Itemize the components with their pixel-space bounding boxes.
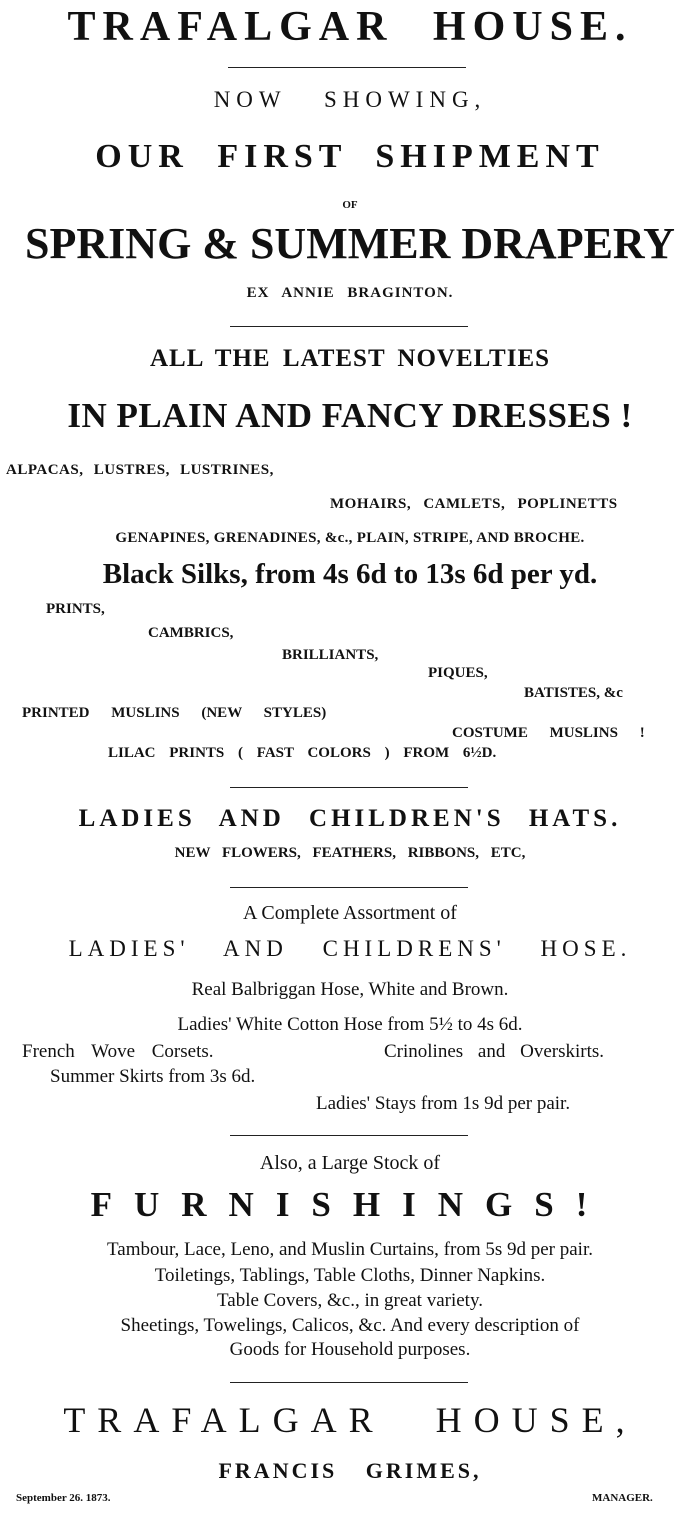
- footer-date: September 26. 1873.: [16, 1492, 111, 1504]
- prints-item: CAMBRICS,: [148, 625, 234, 641]
- manager-role: MANAGER.: [592, 1492, 653, 1504]
- furnishings-heading: FURNISHINGS!: [90, 1185, 610, 1224]
- shipment-heading: OUR FIRST SHIPMENT: [95, 138, 605, 175]
- fabrics-line-3: GENAPINES, GRENADINES, &c., PLAIN, STRIPE, AND BROCHE.: [115, 530, 585, 546]
- divider: [230, 326, 468, 327]
- divider: [228, 67, 466, 68]
- furnishings-line-5: Goods for Household purposes.: [229, 1339, 471, 1360]
- black-silks: Black Silks, from 4s 6d to 13s 6d per yd.: [102, 558, 598, 590]
- white-cotton-hose: Ladies' White Cotton Hose from 5½ to 4s 6d.: [177, 1014, 523, 1035]
- balbriggan-hose: Real Balbriggan Hose, White and Brown.: [191, 979, 509, 1000]
- furnishings-line-2: Toiletings, Tablings, Table Cloths, Dinner Napkins.: [154, 1265, 546, 1286]
- corsets-line: French Wove Corsets.: [22, 1041, 214, 1062]
- costume-muslins: COSTUME MUSLINS !: [452, 725, 645, 741]
- dresses-heading: IN PLAIN AND FANCY DRESSES !: [67, 396, 633, 435]
- summer-skirts: Summer Skirts from 3s 6d.: [50, 1066, 256, 1087]
- printed-muslins: PRINTED MUSLINS (NEW STYLES): [22, 705, 327, 721]
- drapery-heading: SPRING & SUMMER DRAPERY: [25, 219, 675, 268]
- footer-title: TRAFALGAR HOUSE,: [63, 1400, 637, 1440]
- divider: [230, 1135, 468, 1136]
- prints-item: PIQUES,: [428, 665, 488, 681]
- divider: [230, 1382, 468, 1383]
- ladies-stays: Ladies' Stays from 1s 9d per pair.: [316, 1093, 571, 1114]
- manager-name: FRANCIS GRIMES,: [218, 1458, 482, 1483]
- of-label: OF: [342, 199, 358, 211]
- hats-subtitle: NEW FLOWERS, FEATHERS, RIBBONS, ETC,: [174, 845, 526, 861]
- crinolines-line: Crinolines and Overskirts.: [384, 1041, 605, 1062]
- fabrics-line-1: ALPACAS, LUSTRES, LUSTRINES,: [6, 462, 274, 478]
- hats-heading: LADIES AND CHILDREN'S HATS.: [78, 805, 622, 832]
- prints-item: BRILLIANTS,: [282, 647, 379, 663]
- lilac-prints: LILAC PRINTS ( FAST COLORS ) FROM 6½D.: [108, 745, 497, 761]
- ship-name: EX ANNIE BRAGINTON.: [246, 285, 454, 301]
- prints-item: PRINTS,: [46, 601, 105, 617]
- novelties-heading: ALL THE LATEST NOVELTIES: [149, 345, 551, 372]
- prints-item: BATISTES, &c: [524, 685, 623, 701]
- hose-heading: LADIES' AND CHILDRENS' HOSE.: [68, 936, 632, 961]
- now-showing: NOW SHOWING,: [213, 87, 487, 112]
- furnishings-intro: Also, a Large Stock of: [259, 1152, 441, 1174]
- fabrics-line-2: MOHAIRS, CAMLETS, POPLINETTS: [330, 496, 618, 512]
- divider: [230, 787, 468, 788]
- page-title: TRAFALGAR HOUSE.: [67, 4, 633, 50]
- divider: [230, 887, 468, 888]
- furnishings-line-1: Tambour, Lace, Leno, and Muslin Curtains, from 5s 9d per pair.: [107, 1239, 593, 1260]
- furnishings-line-3: Table Covers, &c., in great variety.: [217, 1290, 483, 1311]
- furnishings-line-4: Sheetings, Towelings, Calicos, &c. And every description of: [120, 1315, 580, 1336]
- hose-intro: A Complete Assortment of: [243, 902, 457, 924]
